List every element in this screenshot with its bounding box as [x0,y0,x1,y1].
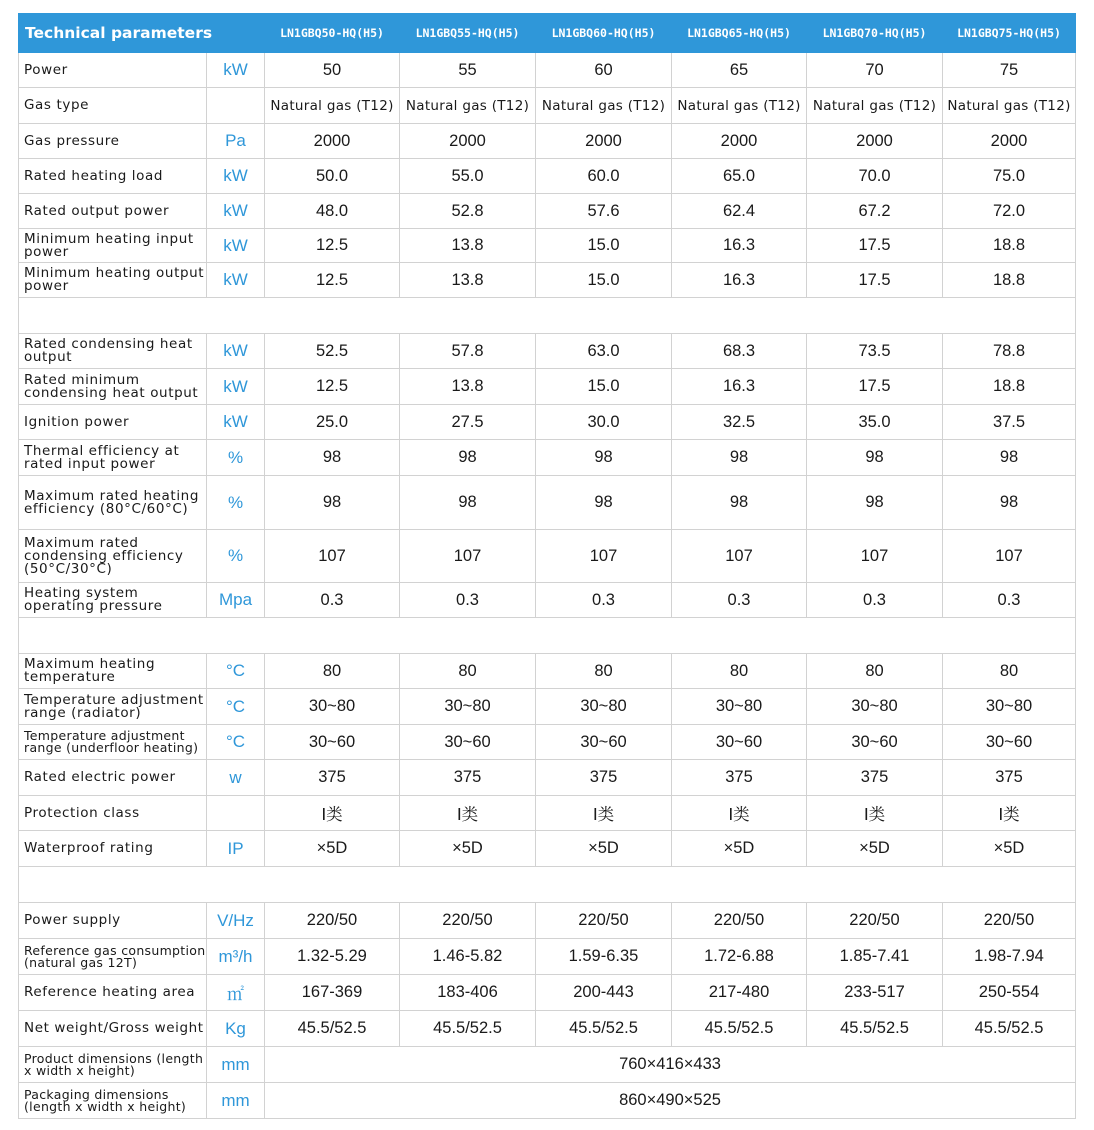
merged-value: 860×490×525 [265,1083,1076,1119]
param-value: Natural gas (T12) [400,88,536,124]
param-unit: kW [207,334,265,369]
param-value: 98 [943,476,1076,530]
param-value: 375 [536,760,672,796]
param-label: Rated minimum condensing heat output [19,369,207,405]
section-separator [19,867,1076,903]
param-value: 13.8 [400,229,536,263]
param-value: 70 [807,53,943,88]
param-value: 30~80 [672,689,807,725]
table-row [19,88,1076,124]
param-value: 13.8 [400,263,536,298]
param-value: 30.0 [536,405,672,440]
param-value: Ⅰ类 [807,796,943,831]
param-value: 18.8 [943,263,1076,298]
param-unit: Mpa [207,583,265,618]
table-row [19,725,1076,760]
param-value: 52.8 [400,194,536,229]
param-value: 1.32-5.29 [265,939,400,975]
param-value: 60 [536,53,672,88]
param-value: 107 [265,530,400,583]
param-value: 12.5 [265,263,400,298]
param-value: 30~80 [536,689,672,725]
param-value: 167-369 [265,975,400,1011]
param-value: 220/50 [536,903,672,939]
param-value: Natural gas (T12) [807,88,943,124]
param-value: 30~80 [265,689,400,725]
param-label: Gas type [19,88,207,124]
param-value: 15.0 [536,229,672,263]
param-value: 107 [943,530,1076,583]
param-value: 98 [265,440,400,476]
param-value: 217-480 [672,975,807,1011]
section-separator [19,618,1076,654]
param-value: 16.3 [672,369,807,405]
param-value: 98 [807,440,943,476]
param-value: 57.8 [400,334,536,369]
param-value: ×5D [536,831,672,867]
param-value: Natural gas (T12) [672,88,807,124]
param-value: 30~80 [943,689,1076,725]
param-value: 107 [672,530,807,583]
param-label: Minimum heating output power [19,263,207,298]
table-row [19,159,1076,194]
table-row [19,369,1076,405]
param-value: 0.3 [943,583,1076,618]
param-unit: Kg [207,1011,265,1047]
param-value: 1.46-5.82 [400,939,536,975]
param-unit [207,88,265,124]
param-value: 45.5/52.5 [672,1011,807,1047]
param-value: 60.0 [536,159,672,194]
param-value: 98 [672,476,807,530]
param-value: 107 [807,530,943,583]
param-value: 2000 [536,124,672,159]
param-unit: % [207,440,265,476]
param-value: 107 [400,530,536,583]
param-value: 183-406 [400,975,536,1011]
param-value: 1.85-7.41 [807,939,943,975]
param-value: 52.5 [265,334,400,369]
param-value: 80 [807,654,943,689]
param-value: 17.5 [807,369,943,405]
param-label: Temperature adjustment range (radiator) [19,689,207,725]
param-value: 98 [807,476,943,530]
param-value: 68.3 [672,334,807,369]
param-value: 80 [265,654,400,689]
param-label: Product dimensions (length x width x height) [19,1047,207,1083]
param-value: 35.0 [807,405,943,440]
param-value: 50.0 [265,159,400,194]
param-value: 50 [265,53,400,88]
table-row [19,476,1076,530]
param-value: 220/50 [943,903,1076,939]
param-value: 12.5 [265,229,400,263]
param-label: Power supply [19,903,207,939]
param-value: 1.72-6.88 [672,939,807,975]
param-unit: kW [207,405,265,440]
param-value: 98 [400,476,536,530]
param-value: 2000 [672,124,807,159]
param-unit: w [207,760,265,796]
table-row [19,124,1076,159]
param-value: Ⅰ类 [943,796,1076,831]
param-unit: IP [207,831,265,867]
spec-table-body [19,53,1076,1119]
param-value: 57.6 [536,194,672,229]
param-value: 48.0 [265,194,400,229]
param-value: 62.4 [672,194,807,229]
param-value: Natural gas (T12) [943,88,1076,124]
param-value: 98 [536,440,672,476]
param-unit: m³/h [207,939,265,975]
param-label: Maximum rated condensing efficiency (50°C/30°C) [19,530,207,583]
separator-cell [19,618,1076,654]
param-label: Protection class [19,796,207,831]
param-label: Heating system operating pressure [19,583,207,618]
separator-cell [19,867,1076,903]
param-unit: kW [207,53,265,88]
param-value: 37.5 [943,405,1076,440]
param-unit: °C [207,689,265,725]
model-header: LN1GBQ65-HQ(H5) [672,14,807,53]
param-value: 12.5 [265,369,400,405]
param-value: 375 [807,760,943,796]
param-value: 233-517 [807,975,943,1011]
table-row [19,440,1076,476]
param-value: 78.8 [943,334,1076,369]
param-value: 0.3 [672,583,807,618]
param-value: 63.0 [536,334,672,369]
param-value: 70.0 [807,159,943,194]
param-value: Natural gas (T12) [536,88,672,124]
param-unit: % [207,530,265,583]
param-value: 25.0 [265,405,400,440]
table-row [19,1047,1076,1083]
param-value: Natural gas (T12) [265,88,400,124]
param-value: ×5D [672,831,807,867]
param-value: Ⅰ类 [536,796,672,831]
param-value: 27.5 [400,405,536,440]
param-value: Ⅰ类 [400,796,536,831]
param-value: 0.3 [400,583,536,618]
table-row [19,903,1076,939]
param-value: 2000 [807,124,943,159]
param-label: Waterproof rating [19,831,207,867]
table-row [19,583,1076,618]
param-value: 65.0 [672,159,807,194]
table-row [19,689,1076,725]
param-value: 98 [672,440,807,476]
param-value: 0.3 [265,583,400,618]
param-value: 0.3 [807,583,943,618]
param-value: 65 [672,53,807,88]
param-value: 80 [536,654,672,689]
model-header: LN1GBQ55-HQ(H5) [400,14,536,53]
param-value: 220/50 [672,903,807,939]
param-value: 45.5/52.5 [265,1011,400,1047]
param-unit: °C [207,654,265,689]
param-unit: % [207,476,265,530]
param-label: Reference gas consumption (natural gas 12T) [19,939,207,975]
table-row [19,939,1076,975]
param-value: 1.59-6.35 [536,939,672,975]
table-row [19,334,1076,369]
param-value: 30~60 [943,725,1076,760]
param-value: 1.98-7.94 [943,939,1076,975]
merged-value: 760×416×433 [265,1047,1076,1083]
param-label: Rated electric power [19,760,207,796]
param-label: Temperature adjustment range (underfloor heating) [19,725,207,760]
param-value: ×5D [265,831,400,867]
param-value: ×5D [400,831,536,867]
param-value: 32.5 [672,405,807,440]
param-unit: kW [207,159,265,194]
param-value: 75 [943,53,1076,88]
table-row [19,530,1076,583]
table-row [19,194,1076,229]
param-unit: ㎡ [207,975,265,1011]
param-value: 30~60 [265,725,400,760]
model-header: LN1GBQ70-HQ(H5) [807,14,943,53]
param-value: 0.3 [536,583,672,618]
param-value: 107 [536,530,672,583]
param-value: 16.3 [672,229,807,263]
param-value: 80 [400,654,536,689]
param-value: 67.2 [807,194,943,229]
table-row [19,796,1076,831]
header-row [19,14,1076,53]
param-value: 250-554 [943,975,1076,1011]
param-label: Ignition power [19,405,207,440]
param-value: 45.5/52.5 [536,1011,672,1047]
param-value: 73.5 [807,334,943,369]
param-value: 17.5 [807,229,943,263]
param-value: 72.0 [943,194,1076,229]
param-value: 45.5/52.5 [400,1011,536,1047]
param-unit: kW [207,194,265,229]
param-value: 2000 [943,124,1076,159]
param-value: 30~60 [672,725,807,760]
param-value: 15.0 [536,369,672,405]
param-label: Packaging dimensions (length x width x height) [19,1083,207,1119]
table-row [19,654,1076,689]
param-value: 220/50 [400,903,536,939]
param-value: 30~60 [536,725,672,760]
param-value: Ⅰ类 [672,796,807,831]
param-value: 98 [536,476,672,530]
model-header: LN1GBQ60-HQ(H5) [536,14,672,53]
param-unit: Pa [207,124,265,159]
param-value: 80 [672,654,807,689]
param-unit: kW [207,229,265,263]
param-unit: mm [207,1047,265,1083]
model-header: LN1GBQ75-HQ(H5) [943,14,1076,53]
param-label: Rated heating load [19,159,207,194]
param-label: Gas pressure [19,124,207,159]
table-row [19,831,1076,867]
section-separator [19,298,1076,334]
param-value: 45.5/52.5 [943,1011,1076,1047]
param-value: 13.8 [400,369,536,405]
param-value: ×5D [943,831,1076,867]
param-unit: kW [207,263,265,298]
param-unit: °C [207,725,265,760]
param-unit: kW [207,369,265,405]
param-value: 2000 [400,124,536,159]
param-value: 2000 [265,124,400,159]
table-row [19,975,1076,1011]
param-label: Net weight/Gross weight [19,1011,207,1047]
param-value: 15.0 [536,263,672,298]
spec-table [18,13,1076,1119]
table-row [19,53,1076,88]
param-label: Maximum heating temperature [19,654,207,689]
table-row [19,1083,1076,1119]
param-value: 30~60 [807,725,943,760]
param-value: 375 [400,760,536,796]
param-label: Rated condensing heat output [19,334,207,369]
param-value: 30~80 [807,689,943,725]
param-value: 30~60 [400,725,536,760]
table-row [19,760,1076,796]
param-value: ×5D [807,831,943,867]
param-value: 18.8 [943,369,1076,405]
param-label: Reference heating area [19,975,207,1011]
param-value: 17.5 [807,263,943,298]
param-value: 375 [943,760,1076,796]
param-value: 220/50 [807,903,943,939]
param-label: Thermal efficiency at rated input power [19,440,207,476]
param-value: 55.0 [400,159,536,194]
param-value: 16.3 [672,263,807,298]
table-row [19,405,1076,440]
param-label: Power [19,53,207,88]
param-value: 98 [943,440,1076,476]
param-value: 200-443 [536,975,672,1011]
param-unit: V/Hz [207,903,265,939]
param-value: 375 [265,760,400,796]
param-value: 75.0 [943,159,1076,194]
table-row [19,263,1076,298]
table-row [19,229,1076,263]
param-value: 98 [265,476,400,530]
param-value: 80 [943,654,1076,689]
param-value: 30~80 [400,689,536,725]
param-value: 18.8 [943,229,1076,263]
param-label: Maximum rated heating efficiency (80°C/60°C) [19,476,207,530]
param-value: 45.5/52.5 [807,1011,943,1047]
param-label: Minimum heating input power [19,229,207,263]
param-value: 55 [400,53,536,88]
param-label: Rated output power [19,194,207,229]
param-value: 98 [400,440,536,476]
model-header: LN1GBQ50-HQ(H5) [265,14,400,53]
param-value: 375 [672,760,807,796]
param-value: Ⅰ类 [265,796,400,831]
param-unit [207,796,265,831]
table-title: Technical parameters [19,14,265,53]
param-value: 220/50 [265,903,400,939]
table-row [19,1011,1076,1047]
param-unit: mm [207,1083,265,1119]
separator-cell [19,298,1076,334]
